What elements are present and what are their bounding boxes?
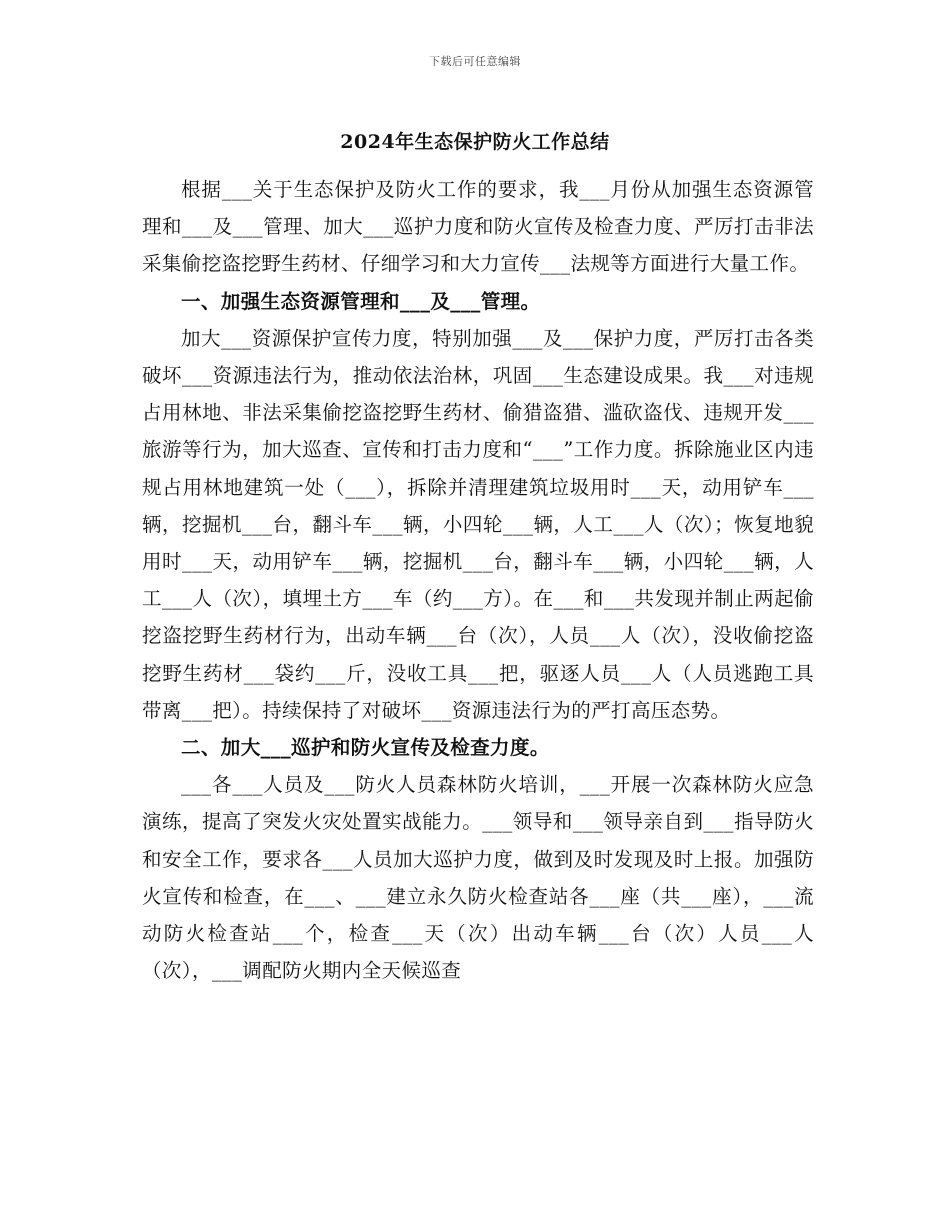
document-body: [142, 171, 814, 989]
section-2-paragraph: ___各___人员及___防火人员森林防火培训，___开展一次森林防火应急演练，提高了突发火灾处置实战能力。___领导和___领导亲自到___指导防火和安全工作，要求各___人员加大巡护力度，做到及时发现及时上报。加强防火宣传和检查，在___、___建立永久防火检查站各___座（共___座），___流动防火检查站___个，检查___天（次）出动车辆___台（次）人员___人（次），___调配防火期内全天候巡查: [142, 773, 814, 983]
section-2-heading: 二、加大___巡护和防火宣传及检查力度。: [181, 736, 550, 760]
download-note: 下载后可任意编辑: [429, 55, 521, 68]
section-1-heading: 一、加强生态资源管理和___及___管理。: [181, 289, 541, 313]
section-1-paragraph: 加大___资源保护宣传力度，特别加强___及___保护力度，严厉打击各类破坏___资源违法行为，推动依法治林，巩固___生态建设成果。我___对违规占用林地、非法采集偷挖盗挖野生药材、偷猎盗猎、滥砍盗伐、违规开发___旅游等行为，加大巡查、宣传和打击力度和“___”工作力度。拆除施业区内违规占用林地建筑一处（___），拆除并清理建筑垃圾用时___天，动用铲车___辆，挖掘机___台，翻斗车___辆，小四轮___辆，人工___人（次）；恢复地貌用时___天，动用铲车___辆，挖掘机___台，翻斗车___辆，小四轮___辆，人工___人（次），填埋土方___车（约___方）。在___和___共发现并制止两起偷挖盗挖野生药材行为，出动车辆___台（次），人员___人（次），没收偷挖盗挖野生药材___袋约___斤，没收工具___把，驱逐人员___人（人员逃跑工具带离___把）。持续保持了对破坏___资源违法行为的严打高压态势。: [142, 326, 814, 722]
document-title: 2024年生态保护防火工作总结: [340, 131, 610, 153]
intro-paragraph: 根据___关于生态保护及防火工作的要求，我___月份从加强生态资源管理和___及___管理、加大___巡护力度和防火宣传及检查力度、严厉打击非法采集偷挖盗挖野生药材、仔细学习和大力宣传___法规等方面进行大量工作。: [142, 178, 814, 276]
